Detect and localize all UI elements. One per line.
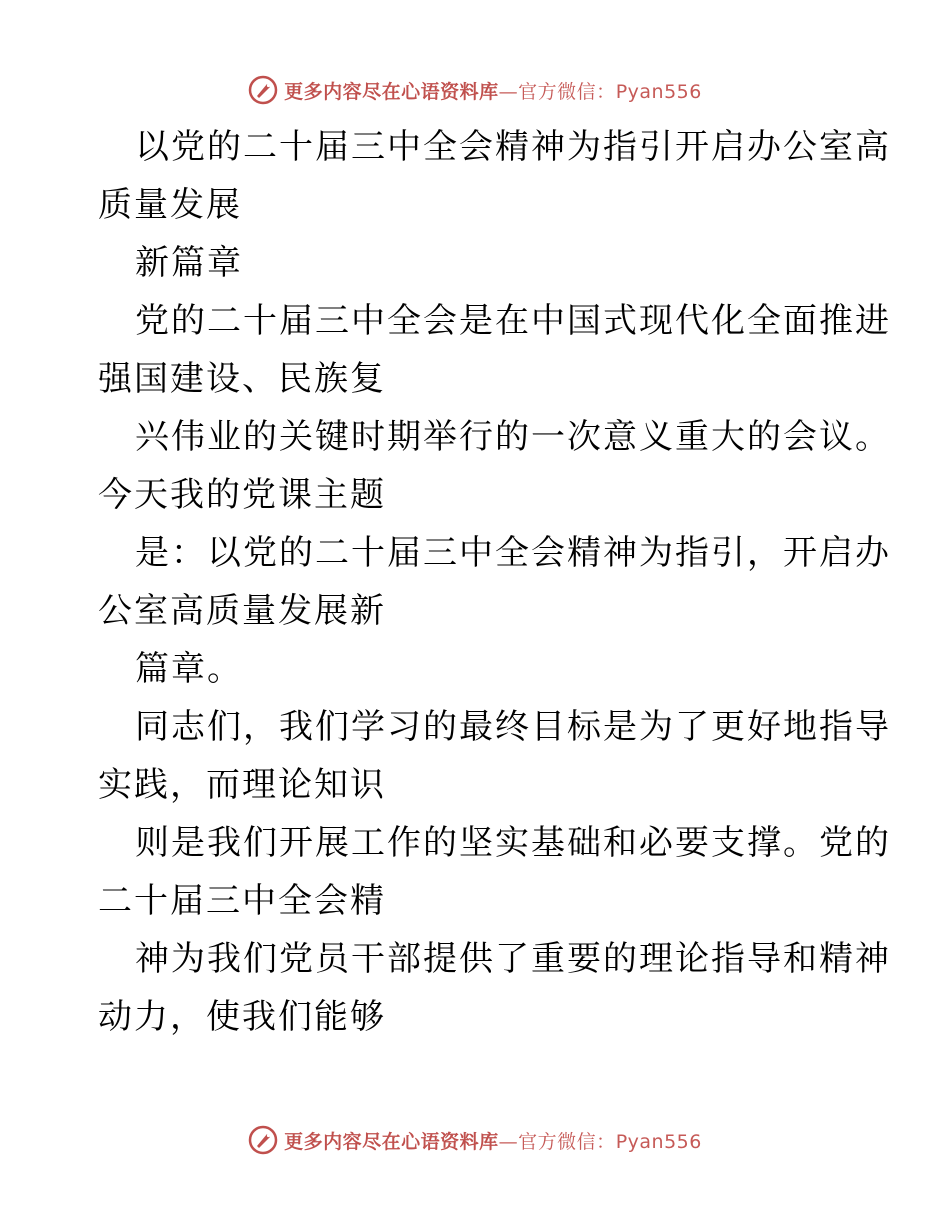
text-line: 兴伟业的关键时期举行的一次意义重大的会议。 [135, 417, 891, 457]
footer-watermark [0, 1122, 950, 1158]
text-line: 公室高质量发展新 [98, 591, 386, 631]
text-line: 是：以党的二十届三中全会精神为指引，开启办 [135, 533, 891, 573]
text-line: 篇章。 [135, 649, 243, 689]
watermark-text: 更多内容尽在心语资料库—官方微信：Pyan556 [284, 1130, 702, 1153]
text-line: 二十届三中全会精 [98, 881, 386, 921]
text-line: 新篇章 [135, 243, 243, 283]
text-line: 以党的二十届三中全会精神为指引开启办公室高 [135, 127, 891, 167]
text-line: 实践，而理论知识 [98, 765, 386, 805]
pen-nib-logo-icon [248, 1125, 278, 1155]
pen-nib-logo-icon [248, 75, 278, 105]
text-line: 强国建设、民族复 [98, 359, 386, 399]
text-line: 动力，使我们能够 [98, 997, 386, 1037]
text-line: 质量发展 [98, 185, 242, 225]
body-text [98, 118, 891, 1046]
text-line: 神为我们党员干部提供了重要的理论指导和精神 [135, 939, 891, 979]
text-line: 则是我们开展工作的坚实基础和必要支撑。党的 [135, 823, 891, 863]
text-line: 今天我的党课主题 [98, 475, 386, 515]
watermark-text: 更多内容尽在心语资料库—官方微信：Pyan556 [284, 80, 702, 103]
text-line: 同志们，我们学习的最终目标是为了更好地指导 [135, 707, 891, 747]
text-line: 党的二十届三中全会是在中国式现代化全面推进 [135, 301, 891, 341]
header-watermark [0, 72, 950, 108]
